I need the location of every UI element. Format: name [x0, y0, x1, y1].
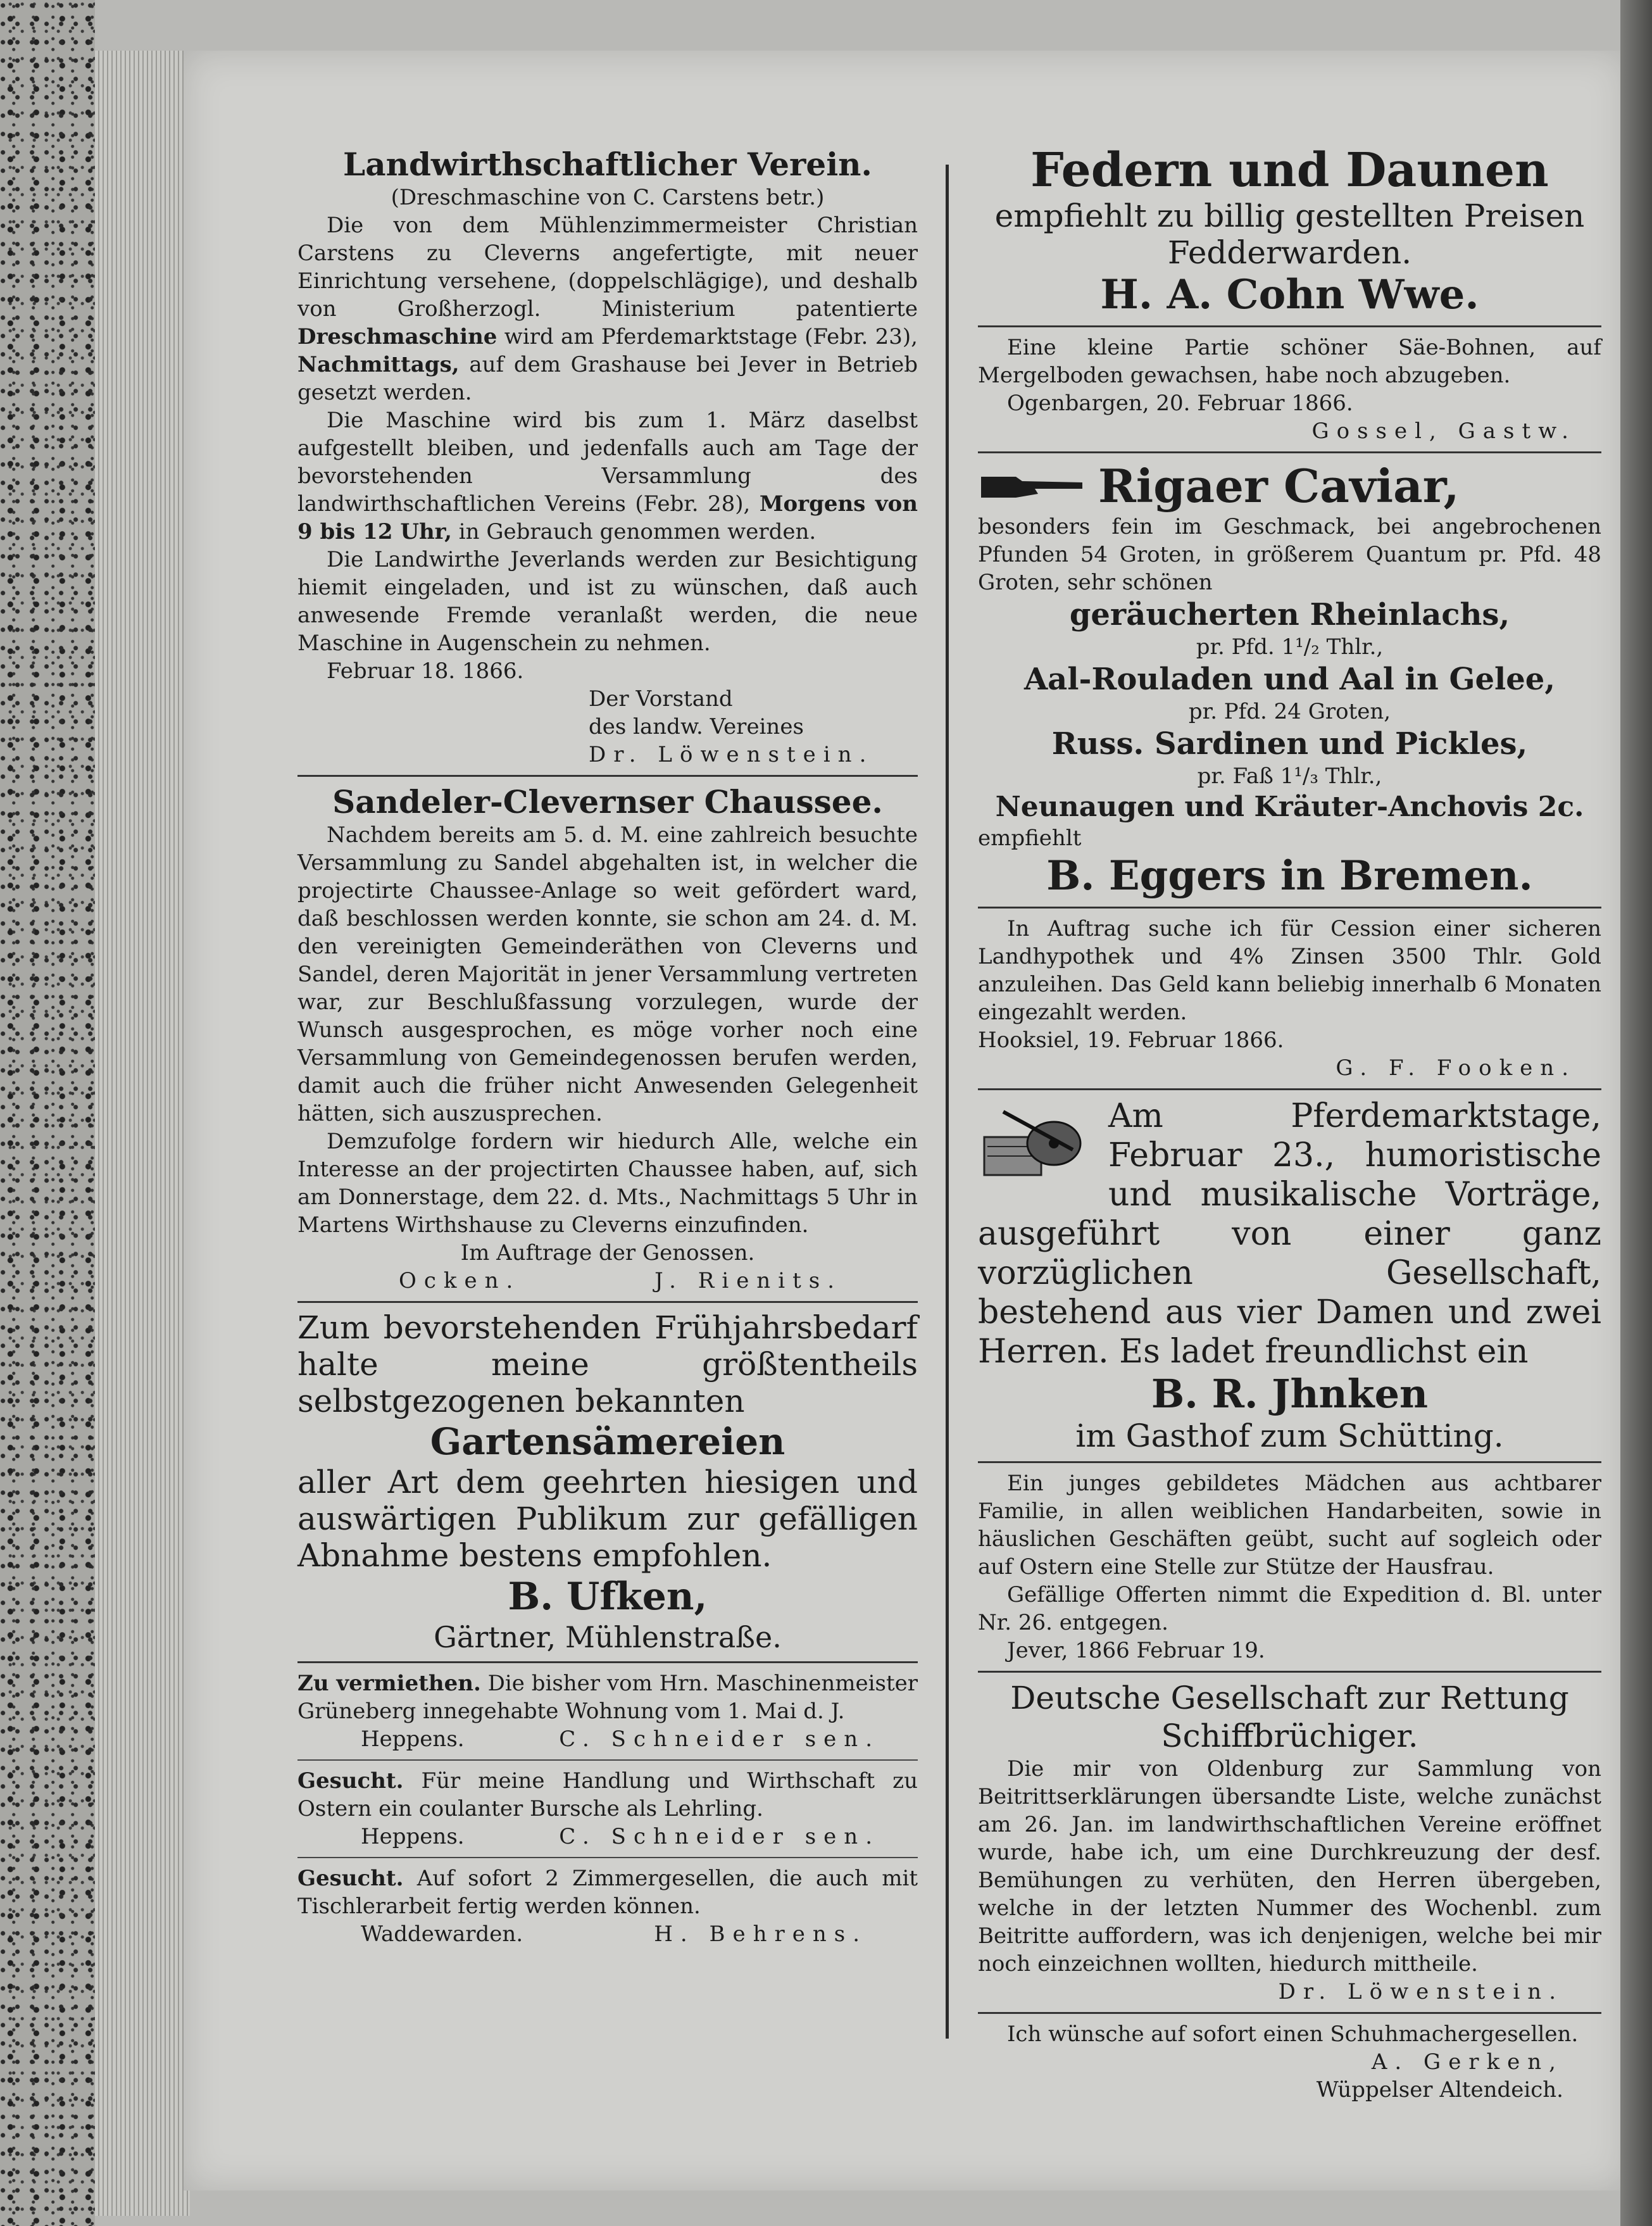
- ad-paragraph: Nachdem bereits am 5. d. M. eine zahlreich besuchte Versammlung zu Sandel abgehalten ist, in welcher die projectirte Chaussee-Anlage so weit gefördert ward, daß beschlossen werden konnte, sie schon am 24. d. M. den vereinigten Gemeinderäthen von Cleverns und Sandel, deren Majorität in jener Versammlung vertreten war, zur Beschlußfassung vorzulegen, wurde der Wunsch ausgesprochen, es möge vorher noch eine Versammlung von Gemeindegenossen berufen werden, damit auch die früher nicht Anwesenden Gelegenheit hätten, sich auszusprechen.: [297, 822, 918, 1126]
- right-column: [978, 95, 1601, 2104]
- ad-gartensaemereien: [297, 1309, 918, 1655]
- bold-run: Dreschmaschine: [297, 324, 497, 349]
- text-run: Die bisher vom Hrn. Maschinenmeister Grüneberg innegehabte Wohnung vom 1. Mai d. J.: [297, 1671, 918, 1724]
- signature-name: Dr. Löwenstein.: [589, 742, 874, 767]
- text-run: auf dem Grashause bei Jever in Betrieb gesetzt werden.: [297, 352, 918, 405]
- signature-name: H. Behrens.: [654, 1921, 867, 1947]
- ad-paragraph: Eine kleine Partie schöner Säe-Bohnen, auf Mergelboden gewachsen, habe noch abzugeben.: [978, 335, 1601, 388]
- ad-subtitle: (Dreschmaschine von C. Carstens betr.): [391, 185, 825, 210]
- ad-paragraph: [297, 1767, 918, 1823]
- ad-separator: [297, 1759, 918, 1761]
- ad-paragraph: besonders fein im Geschmack, bei angebrochenen Pfunden 54 Groten, in größerem Quantum pr. Pfd. 48 Groten, sehr schönen: [978, 514, 1601, 595]
- product-price: pr. Faß 1¹/₃ Thlr.,: [1197, 764, 1382, 789]
- ad-landhypothek: [978, 915, 1601, 1082]
- product-price: pr. Pfd. 24 Groten,: [1188, 699, 1391, 724]
- signature-row: [297, 1267, 918, 1295]
- ad-pferdemarkt-vortraege: [978, 1097, 1601, 1455]
- ad-chaussee: [297, 783, 918, 1295]
- bold-run: Gesucht.: [297, 1866, 404, 1891]
- text-run: Auf sofort 2 Zimmergesellen, die auch mit Tischlerarbeit fertig werden können.: [297, 1866, 918, 1919]
- signature-place: Heppens.: [361, 1726, 465, 1752]
- text-run: wird am Pferdemarktstage (Febr. 23),: [497, 324, 918, 349]
- ad-separator: [978, 451, 1601, 453]
- ad-intro: Zum bevorstehenden Frühjahrsbedarf halte meine größtentheils selbstgezogenen bekannten: [297, 1309, 918, 1419]
- ad-paragraph: Die Landwirthe Jeverlands werden zur Besichtigung hiemit eingeladen, und ist zu wünschen, daß auch anwesende Fremde veranlaßt werden, die neue Maschine in Augenschein zu nehmen.: [297, 547, 918, 656]
- product-name: Neunaugen und Kräuter-Anchovis 2c.: [995, 791, 1584, 823]
- violin-music-icon: [978, 1099, 1098, 1181]
- bold-run: Morgens von 9 bis 12 Uhr,: [297, 491, 918, 544]
- signature-line: des landw. Vereines: [589, 714, 804, 739]
- caviar-header: [978, 460, 1601, 513]
- ad-separator: [297, 775, 918, 777]
- text-run: Für meine Handlung und Wirthschaft zu Ostern ein coulanter Bursche als Lehrling.: [297, 1768, 918, 1821]
- ad-empfiehlt: empfiehlt: [978, 826, 1082, 851]
- ad-date: Februar 18. 1866.: [327, 658, 524, 684]
- ad-headline: Gartensämereien: [430, 1420, 785, 1463]
- advertiser-role: Gärtner, Mühlenstraße.: [434, 1620, 782, 1654]
- ad-separator: [978, 1461, 1601, 1463]
- ad-separator: [297, 1301, 918, 1303]
- left-column: [297, 95, 918, 1948]
- signature-row: [297, 1920, 918, 1948]
- ad-body: aller Art dem geehrten hiesigen und auswärtigen Publikum zur gefälligen Abnahme bestens empfohlen.: [297, 1464, 918, 1574]
- advertiser-place: im Gasthof zum Schütting.: [1075, 1418, 1504, 1454]
- ad-rettung-schiffbruechiger: [978, 1679, 1601, 2006]
- column-divider: [946, 165, 949, 2039]
- ad-separator: [978, 1671, 1601, 1673]
- ad-separator: [978, 325, 1601, 327]
- product-price: pr. Pfd. 1¹/₂ Thlr.,: [1196, 634, 1384, 660]
- text-run: Die Maschine wird bis zum 1. März daselbst aufgestellt bleiben, und jedenfalls auch am Tage der bevorstehenden Versammlung des landwirthschaftlichen Vereins (Febr. 28),: [297, 408, 918, 517]
- ad-title: Sandeler-Clevernser Chaussee.: [332, 783, 883, 821]
- product-name: geräucherten Rheinlachs,: [1069, 597, 1510, 632]
- ad-date: Hooksiel, 19. Februar 1866.: [978, 1028, 1284, 1053]
- ad-title: Deutsche Gesellschaft zur Rettung: [1010, 1680, 1569, 1716]
- ad-paragraph: [297, 1670, 918, 1725]
- ad-paragraph: Demzufolge fordern wir hiedurch Alle, welche ein Interesse an der projectirten Chaussee haben, auf, sich am Donnerstage, dem 22. d. Mts., Nachmittags 5 Uhr in Martens Wirthshause zu Cleverns einzufinden.: [297, 1129, 918, 1238]
- signature-place: Heppens.: [361, 1824, 465, 1849]
- advertiser-name: B. Eggers in Bremen.: [1046, 852, 1533, 900]
- signature-name: A. Gerken,: [1371, 2049, 1563, 2075]
- ad-federn-daunen: [978, 143, 1601, 319]
- ad-rigaer-caviar: [978, 460, 1601, 900]
- ad-gesucht-zimmergesellen: [297, 1864, 918, 1948]
- ad-separator: [978, 2012, 1601, 2014]
- signature-row: [297, 1725, 918, 1753]
- ad-schuhmachergeselle: [978, 2020, 1601, 2104]
- bold-run: Nachmittags,: [297, 352, 460, 377]
- ad-paragraph: Ein junges gebildetes Mädchen aus achtbarer Familie, in allen weiblichen Handarbeiten, sowie in häuslichen Geschäften geübt, sucht auf sogleich oder auf Ostern eine Stelle zur Stütze der Hausfrau.: [978, 1471, 1601, 1580]
- text-run: in Gebrauch genommen werden.: [451, 519, 817, 544]
- ad-date: Jever, 1866 Februar 19.: [1007, 1638, 1265, 1663]
- ad-paragraph: [297, 1864, 918, 1920]
- signature-name: Ocken.: [399, 1268, 521, 1293]
- signature-name: C. Schneider sen.: [559, 1824, 880, 1849]
- ad-separator: [978, 907, 1601, 909]
- signature-name: Dr. Löwenstein.: [1278, 1979, 1563, 2004]
- signature-place: Wüppelser Altendeich.: [1316, 2077, 1563, 2103]
- ad-landwirthschaftlicher-verein: [297, 146, 918, 769]
- signature-row: [297, 1823, 918, 1851]
- binding-shadow: [1620, 0, 1652, 2226]
- ad-headline: Rigaer Caviar,: [1098, 459, 1460, 513]
- ad-headline: Federn und Daunen: [1030, 143, 1549, 198]
- bold-run: Zu vermiethen.: [297, 1671, 481, 1696]
- signature-name: Gossel, Gastw.: [1311, 418, 1576, 444]
- ad-paragraph: Gefällige Offerten nimmt die Expedition d. Bl. unter Nr. 26. entgegen.: [978, 1582, 1601, 1635]
- ad-title: Landwirthschaftlicher Verein.: [343, 146, 872, 183]
- ad-date: Ogenbargen, 20. Februar 1866.: [1007, 391, 1353, 416]
- ad-paragraph: [297, 406, 918, 546]
- ad-separator: [297, 1857, 918, 1858]
- ad-gesucht-lehrling: [297, 1767, 918, 1851]
- signature-place: Waddewarden.: [361, 1921, 523, 1947]
- ad-separator: [297, 1661, 918, 1663]
- signature-line: Im Auftrage der Genossen.: [460, 1240, 755, 1266]
- signature-name: G. F. Fooken.: [1336, 1055, 1576, 1081]
- ad-paragraph: Die mir von Oldenburg zur Sammlung von Beitrittserklärungen übersandte Liste, welche zunächst am 26. Jan. im landwirthschaftlichen Vereine eröffnet wurde, habe ich, um eine Durchkreuzung der desf. Bemühungen zu verhüten, den Herren übergeben, welche in der letzten Nummer des Wochenbl. zum Beitritte auffordern, was ich denjenigen, welche bei mir noch einzeichnen wollten, hiedurch mittheile.: [978, 1756, 1601, 1977]
- signature-name: C. Schneider sen.: [559, 1726, 880, 1752]
- page-stack-edges: [95, 51, 190, 2216]
- advertiser-name: B. Ufken,: [508, 1575, 708, 1619]
- ad-paragraph: Ich wünsche auf sofort einen Schuhmachergesellen.: [1007, 2022, 1579, 2047]
- bold-run: Gesucht.: [297, 1768, 404, 1794]
- signature-name: J. Rienits.: [654, 1268, 842, 1293]
- advertiser-name: B. R. Jhnken: [1151, 1371, 1429, 1417]
- ad-paragraph: In Auftrag suche ich für Cession einer sicheren Landhypothek und 4% Zinsen 3500 Thlr. Gold anzuleihen. Das Geld kann beliebig innerhalb 6 Monaten eingezahlt werden.: [978, 916, 1601, 1025]
- text-run: Die von dem Mühlenzimmermeister Christian Carstens zu Cleverns angefertigte, mit neuer Einrichtung versehene, (doppelschlägige), und deshalb von Großherzogl. Ministerium patentierte: [297, 213, 918, 322]
- ad-title: Schiffbrüchiger.: [1161, 1718, 1418, 1754]
- ad-separator: [978, 1088, 1601, 1090]
- product-name: Aal-Rouladen und Aal in Gelee,: [1023, 662, 1556, 697]
- page-edge-speckle: [0, 0, 95, 2226]
- ad-body: empfiehlt zu billig gestellten Preisen Fedderwarden.: [994, 198, 1585, 271]
- ad-paragraph: [297, 211, 918, 406]
- pointing-hand-icon: [978, 467, 1086, 505]
- advertiser-name: H. A. Cohn Wwe.: [1100, 271, 1479, 318]
- ad-junges-maedchen: [978, 1469, 1601, 1664]
- ad-zu-vermiethen: [297, 1670, 918, 1753]
- ad-body: Am Pferdemarktstage, Februar 23., humoristische und musikalische Vorträge, ausgeführt von einer ganz vorzüglichen Gesellschaft, bestehend aus vier Damen und zwei Herren. Es ladet freundlichst ein: [978, 1097, 1601, 1371]
- ad-saebohnen: [978, 334, 1601, 445]
- signature-line: Der Vorstand: [589, 686, 733, 712]
- product-name: Russ. Sardinen und Pickles,: [1051, 726, 1528, 762]
